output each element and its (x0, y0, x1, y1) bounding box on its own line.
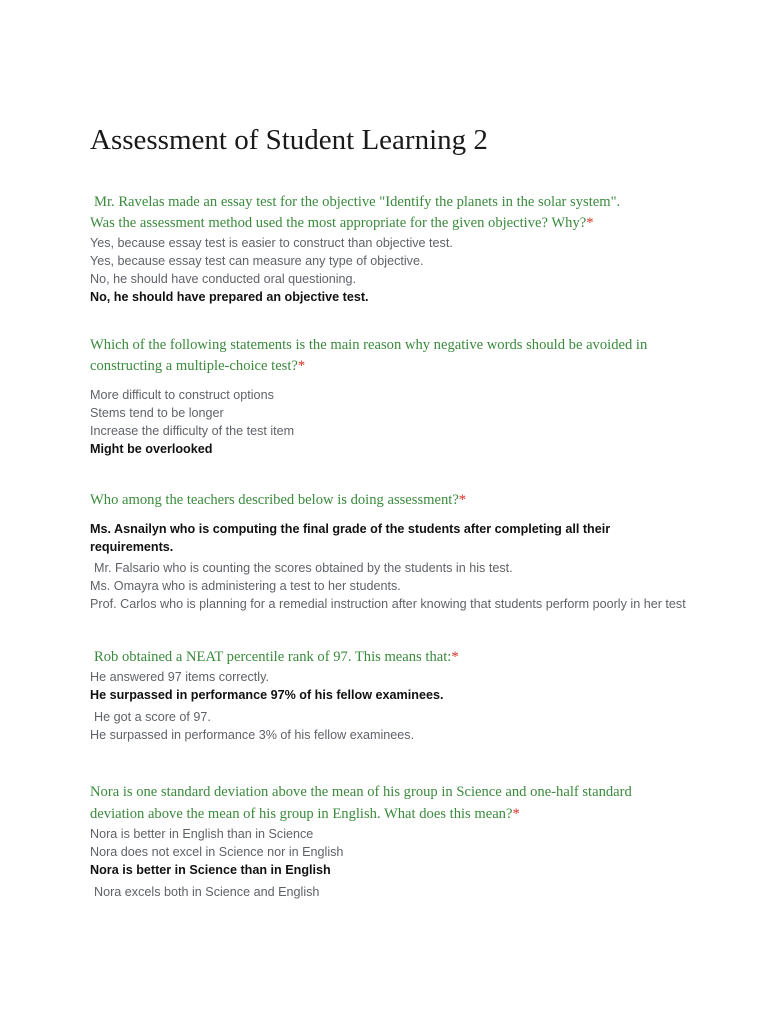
question-1 (90, 192, 690, 306)
question-2-option-3: Increase the difficulty of the test item (90, 424, 295, 438)
question-4-text (90, 647, 690, 668)
question-1-option-2: Yes, because essay test can measure any type of objective. (90, 254, 424, 268)
question-3-option-3: Ms. Omayra who is administering a test to her students. (90, 579, 401, 593)
question-4-option-3: He got a score of 97. (94, 710, 211, 724)
question-2-line-1: Which of the following statements is the main reason why negative words should be avoided in (90, 337, 648, 353)
question-2 (90, 335, 690, 458)
question-5-correct-answer: Nora is better in Science than in English (90, 863, 331, 877)
question-5-option-2: Nora does not excel in Science nor in English (90, 845, 344, 859)
question-5-options (90, 825, 690, 901)
question-3-option-4: Prof. Carlos who is planning for a remedial instruction after knowing that students perform poorly in her test (90, 597, 686, 611)
question-3-options (90, 520, 690, 613)
question-3-text (90, 490, 690, 511)
question-1-options (90, 234, 690, 306)
question-4-line-1: Rob obtained a NEAT percentile rank of 97. This means that: (94, 649, 452, 665)
question-4-option-1: He answered 97 items correctly. (90, 670, 269, 684)
question-4-options (90, 668, 690, 744)
question-3-correct-answer: Ms. Asnailyn who is computing the final grade of the students after completing all their requirements. (90, 522, 611, 554)
question-1-line-1: Mr. Ravelas made an essay test for the objective "Identify the planets in the solar system". (94, 194, 621, 210)
question-1-option-3: No, he should have conducted oral questioning. (90, 272, 357, 286)
required-asterisk: * (451, 649, 459, 665)
required-asterisk: * (458, 492, 467, 508)
required-asterisk: * (297, 358, 306, 374)
required-asterisk: * (512, 806, 520, 822)
question-5-line-2: deviation above the mean of his group in English. What does this mean? (90, 806, 513, 822)
question-2-text (90, 335, 690, 377)
required-asterisk: * (586, 215, 594, 231)
question-5-option-4: Nora excels both in Science and English (94, 885, 320, 899)
question-2-option-1: More difficult to construct options (90, 388, 274, 402)
question-1-correct-answer: No, he should have prepared an objective test. (90, 290, 369, 304)
question-2-correct-answer: Might be overlooked (90, 442, 213, 456)
question-3-line-1: Who among the teachers described below is doing assessment? (90, 492, 459, 508)
question-5 (90, 781, 690, 901)
question-4-option-4: He surpassed in performance 3% of his fellow examinees. (90, 728, 415, 742)
question-3 (90, 490, 690, 613)
question-2-line-2: constructing a multiple-choice test? (90, 358, 298, 374)
question-3-option-2: Mr. Falsario who is counting the scores obtained by the students in his test. (94, 561, 513, 575)
question-1-text (90, 192, 690, 234)
question-1-line-2: Was the assessment method used the most appropriate for the given objective? Why? (90, 215, 587, 231)
question-2-option-2: Stems tend to be longer (90, 406, 224, 420)
question-5-line-1: Nora is one standard deviation above the mean of his group in Science and one-half standard (90, 784, 632, 800)
question-5-text (90, 781, 690, 825)
question-5-option-1: Nora is better in English than in Science (90, 827, 314, 841)
document-title: Assessment of Student Learning 2 (90, 124, 488, 156)
question-1-option-1: Yes, because essay test is easier to construct than objective test. (90, 236, 453, 250)
question-4-correct-answer: He surpassed in performance 97% of his fellow examinees. (90, 688, 444, 702)
question-4 (90, 647, 690, 744)
question-2-options (90, 386, 690, 458)
